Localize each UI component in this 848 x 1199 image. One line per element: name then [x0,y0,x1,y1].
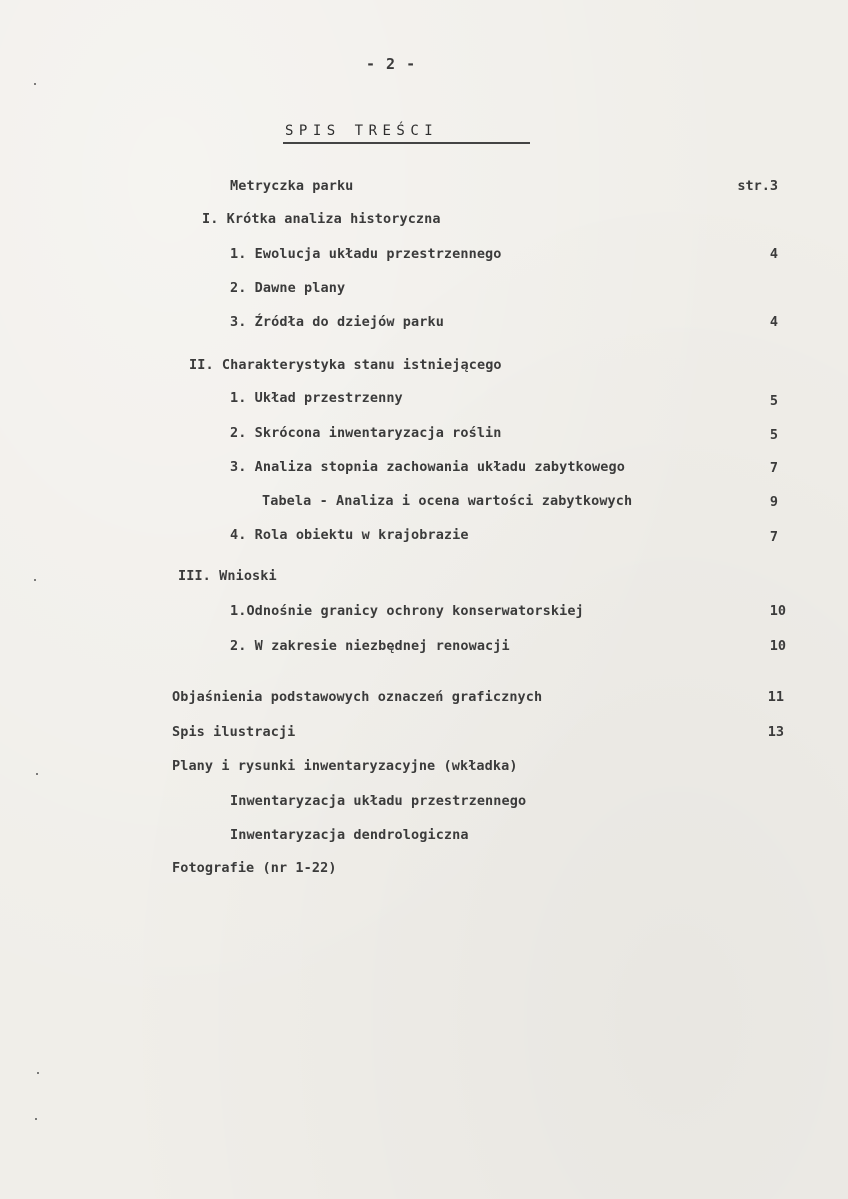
scan-dot [34,83,36,85]
toc-page-ii-3: 7 [769,460,778,476]
scan-dot [34,579,36,581]
toc-page-i-3: 4 [769,314,778,330]
toc-page-objasnienia: 11 [767,689,784,705]
toc-page-iii-1: 10 [769,603,786,619]
toc-entry-plany-2: Inwentaryzacja dendrologiczna [230,827,469,843]
toc-entry-iii-1: 1.Odnośnie granicy ochrony konserwatorskiej [230,603,584,619]
toc-entry-iii-2: 2. W zakresie niezbędnej renowacji [230,638,510,654]
toc-page-i-1: 4 [769,246,778,262]
toc-entry-spis-ilustracji: Spis ilustracji [172,724,296,740]
page-number: - 2 - [366,55,417,73]
toc-entry-fotografie: Fotografie (nr 1-22) [172,860,337,876]
toc-section-i: I. Krótka analiza historyczna [202,211,441,227]
toc-entry-i-3: 3. Źródła do dziejów parku [230,314,444,330]
toc-entry-objasnienia: Objaśnienia podstawowych oznaczeń graficznych [172,689,543,705]
toc-entry-ii-3: 3. Analiza stopnia zachowania układu zabytkowego [230,459,625,475]
scan-dot [36,773,38,775]
scan-dot [35,1118,37,1120]
toc-page-tabela: 9 [769,494,778,510]
toc-page-iii-2: 10 [769,638,786,654]
toc-page-ii-4: 7 [769,529,778,545]
toc-page-spis-ilustracji: 13 [767,724,784,740]
toc-section-iii: III. Wnioski [178,568,277,584]
toc-entry-metryczka: Metryczka parku [230,178,354,194]
toc-entry-i-1: 1. Ewolucja układu przestrzennego [230,246,502,262]
title-underline [283,142,530,144]
toc-page-metryczka: str.3 [737,178,778,194]
toc-entry-ii-4: 4. Rola obiektu w krajobrazie [230,527,469,543]
toc-entry-i-2: 2. Dawne plany [230,280,346,296]
toc-page-ii-2: 5 [769,427,778,443]
toc-entry-plany: Plany i rysunki inwentaryzacyjne (wkładka) [172,758,518,774]
scan-dot [37,1072,39,1074]
toc-section-ii: II. Charakterystyka stanu istniejącego [189,357,502,373]
document-title: SPIS TREŚCI [285,123,439,139]
toc-entry-ii-2: 2. Skrócona inwentaryzacja roślin [230,425,502,441]
toc-entry-ii-1: 1. Układ przestrzenny [230,390,403,406]
toc-entry-plany-1: Inwentaryzacja układu przestrzennego [230,793,527,809]
toc-page-ii-1: 5 [769,393,778,409]
toc-entry-tabela: Tabela - Analiza i ocena wartości zabytkowych [262,493,633,509]
